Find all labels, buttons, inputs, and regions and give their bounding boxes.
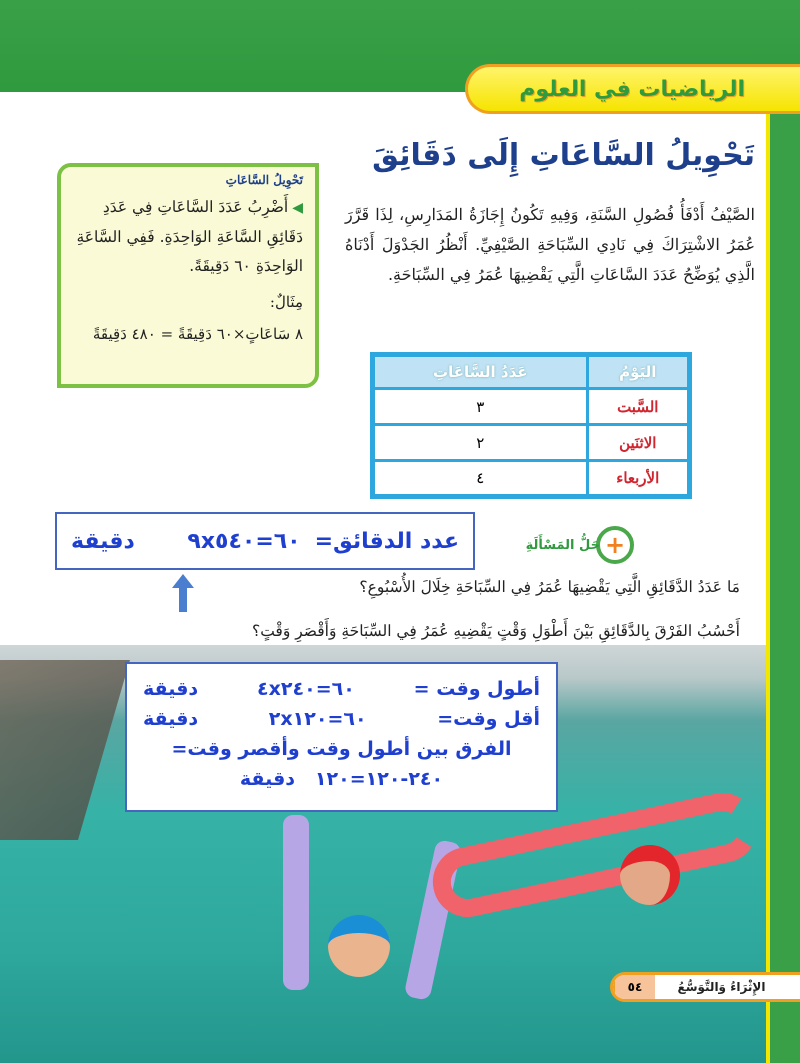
tip-body-wrap <box>73 193 303 281</box>
table-header-row <box>373 355 690 389</box>
pool-noodle-purple <box>283 815 309 990</box>
longest-time-expr: ٤x٦٠=٢٤٠ <box>257 678 355 700</box>
table-row <box>373 389 690 425</box>
solve-label: حَلُّ المَسْأَلَةِ <box>525 538 600 553</box>
longest-time-label: أطول وقت = <box>413 678 540 700</box>
answer2-line1 <box>143 674 540 704</box>
lesson-title: تَحْوِيلُ السَّاعَاتِ إِلَى دَقَائِقَ <box>372 138 755 173</box>
tip-example-label: مِثَالٌ: <box>269 293 303 311</box>
section-banner: الرياضيات في العلوم <box>465 64 800 114</box>
lesson-intro: الصَّيْفُ أَدْفَأُ فُصُولِ السَّنَةِ، وَفِيهِ تَكُونُ إِجَازَةُ المَدَارِسِ، لِذَا قَرَّرَ عُمَرُ الاشْتِرَاكَ فِي نَادِي السِّبَاحَةِ الصَّيْفِيِّ. أَنْظُرُ الجَدْوَلَ أَدْنَاهُ الَّذِي يُوَضِّحُ عَدَدَ السَّاعَاتِ الَّتِي يَقْضِيهَا عُمَرُ فِي السِّبَاحَةِ. <box>345 205 755 284</box>
hours-cell: ٢ <box>373 425 588 461</box>
day-cell: السَّبت <box>587 389 689 425</box>
answer1-expr: ٩x٦٠=٥٤٠ <box>187 528 301 554</box>
unit: دقيقة <box>143 678 199 700</box>
unit: دقيقة <box>143 708 199 730</box>
difference-expr: ٢٤٠-١٢٠=١٢٠ <box>314 768 444 790</box>
hours-cell: ٤ <box>373 461 588 497</box>
day-cell: الأربعاء <box>587 461 689 497</box>
question-2: أَحْسُبُ الفَرْقَ بِالدَّقَائِقِ بَيْنَ أَطْوَلِ وَقْتٍ يَقْضِيهِ عُمَرُ فِي السِّبَاحَةِ وَأَقْصَرِ وَقْتٍ؟ <box>251 622 740 640</box>
up-arrow-icon <box>172 574 194 612</box>
page-number: ٥٤ <box>613 975 655 999</box>
table-row <box>373 425 690 461</box>
day-cell: الاثنَين <box>587 425 689 461</box>
difference-label: الفرق بين أطول وقت وأقصر وقت= <box>171 738 512 760</box>
tip-body: أَضْرِبُ عَدَدَ السَّاعَاتِ فِي عَدَدِ دَقَائِقِ السَّاعَةِ الوَاحِدَةِ. فَفِي السَّاعَةِ الوَاحِدَةِ ٦٠ دَقِيقَةً. <box>76 198 303 275</box>
header-hours: عَدَدُ السَّاعَاتِ <box>373 355 588 389</box>
table-row <box>373 461 690 497</box>
tip-box <box>57 163 319 388</box>
answer2-line2 <box>143 704 540 734</box>
solve-problem-icon: + <box>596 526 634 564</box>
answer1-unit: دقيقة <box>71 528 135 554</box>
tip-example: ٨ سَاعَاتٍ×٦٠ دَقِيقَةً = ٤٨٠ دَقِيقَةً <box>92 325 303 343</box>
answer2-line4 <box>143 764 540 794</box>
hours-table <box>370 352 692 499</box>
tip-title: تَحْوِيلُ السَّاعَاتِ <box>225 173 303 187</box>
footer-tab <box>610 972 800 1002</box>
swimmer-child <box>620 845 680 905</box>
shortest-time-label: أقل وقت= <box>437 708 540 730</box>
answer1-label: عدد الدقائق= <box>314 528 459 554</box>
shortest-time-expr: ٢x٦٠=١٢٠ <box>268 708 367 730</box>
right-strip <box>766 92 800 1063</box>
triangle-bullet-icon: ◀ <box>292 200 303 216</box>
question-1: مَا عَدَدُ الدَّقَائِقِ الَّتِي يَقْضِيهَا عُمَرُ فِي السِّبَاحَةِ خِلَالَ الأُسْبُوعِ؟ <box>359 578 740 596</box>
swimmer-child <box>328 915 390 977</box>
header-day: اليَوْمُ <box>587 355 689 389</box>
answer-box-2 <box>125 662 558 812</box>
answer-box-1 <box>55 512 475 570</box>
unit: دقيقة <box>239 768 296 790</box>
footer-label: الإِثْرَاءُ وَالتَّوَسُّعُ <box>677 980 766 994</box>
hours-cell: ٣ <box>373 389 588 425</box>
